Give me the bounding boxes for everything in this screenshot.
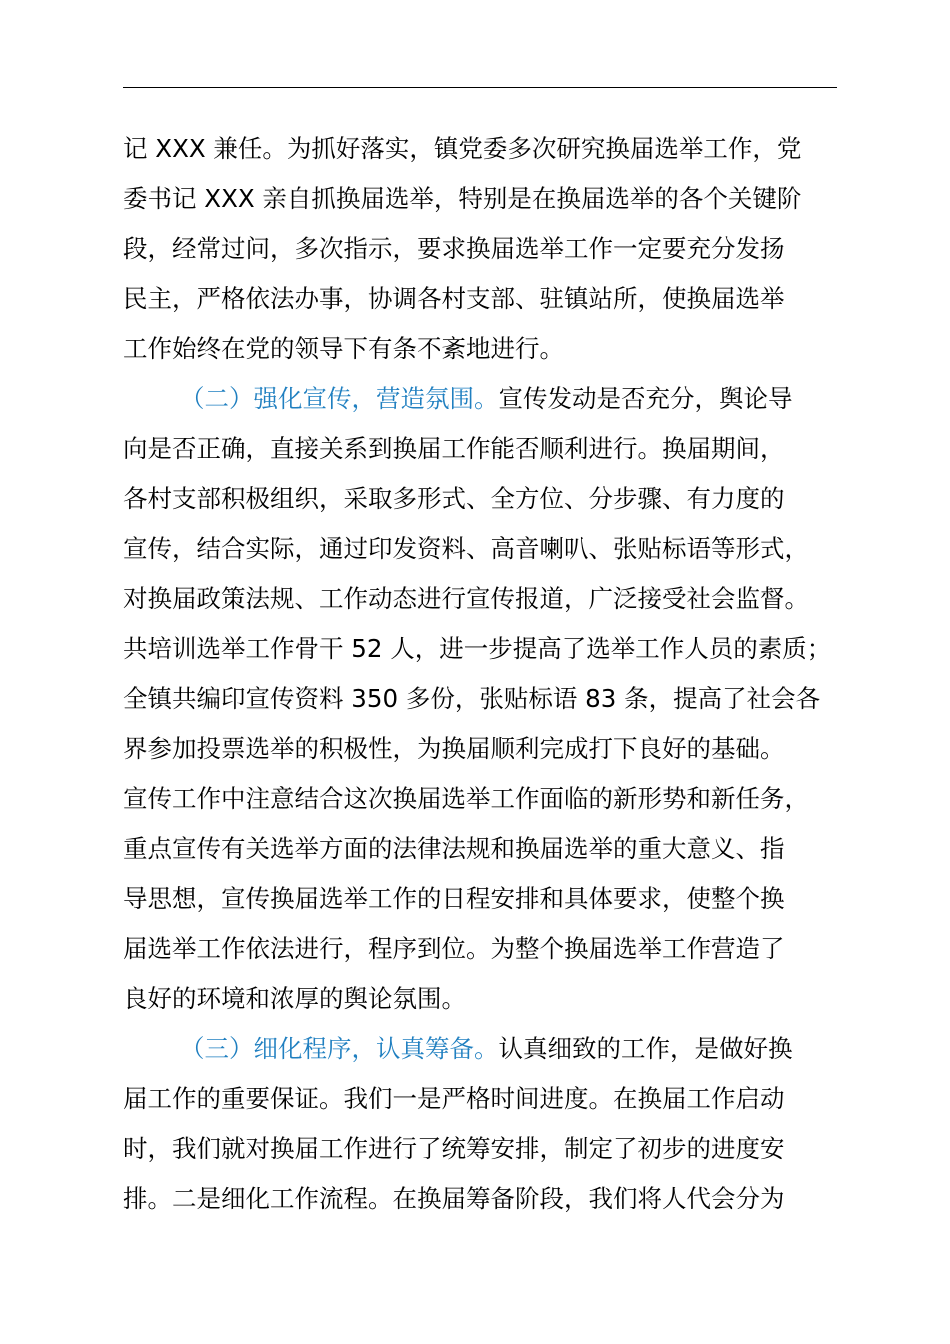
section-three-lead-text: 认真细致的工作，是做好换	[498, 1034, 793, 1063]
text-line: 宣传，结合实际，通过印发资料、高音喇叭、张贴标语等形式，	[123, 534, 809, 563]
text-line: 委书记 XXX 亲自抓换届选举，特别是在换届选举的各个关键阶	[123, 184, 802, 213]
text-line: 各村支部积极组织，采取多形式、全方位、分步骤、有力度的	[123, 484, 785, 513]
text-line: 排。二是细化工作流程。在换届筹备阶段，我们将人代会分为	[123, 1184, 785, 1213]
text-line: 良好的环境和浓厚的舆论氛围。	[123, 984, 466, 1013]
text-line: 重点宣传有关选举方面的法律法规和换届选举的重大意义、指	[123, 834, 785, 863]
text-line: 段，经常过问，多次指示，要求换届选举工作一定要充分发扬	[123, 234, 785, 263]
text-line: 民主，严格依法办事，协调各村支部、驻镇站所，使换届选举	[123, 284, 785, 313]
text-line: 向是否正确，直接关系到换届工作能否顺利进行。换届期间，	[123, 434, 785, 463]
section-two-first-line	[123, 374, 863, 424]
text-line: 界参加投票选举的积极性，为换届顺利完成打下良好的基础。	[123, 734, 785, 763]
text-line: 宣传工作中注意结合这次换届选举工作面临的新形势和新任务，	[123, 784, 809, 813]
section-two-lead-text: 宣传发动是否充分，舆论导	[498, 384, 793, 413]
text-line: 届选举工作依法进行，程序到位。为整个换届选举工作营造了	[123, 934, 785, 963]
body-text	[123, 124, 863, 1224]
header-rule	[123, 87, 837, 88]
section-heading-two: （二）强化宣传，营造氛围。	[180, 384, 499, 413]
text-line: 共培训选举工作骨干 52 人，进一步提高了选举工作人员的素质；	[123, 634, 832, 663]
text-line: 全镇共编印宣传资料 350 多份，张贴标语 83 条，提高了社会各	[123, 684, 821, 713]
text-line: 工作始终在党的领导下有条不紊地进行。	[123, 334, 564, 363]
section-three-first-line	[123, 1024, 863, 1074]
text-line: 记 XXX 兼任。为抓好落实，镇党委多次研究换届选举工作，党	[123, 134, 802, 163]
text-line: 对换届政策法规、工作动态进行宣传报道，广泛接受社会监督。	[123, 584, 809, 613]
text-line: 时，我们就对换届工作进行了统筹安排，制定了初步的进度安	[123, 1134, 785, 1163]
text-line: 届工作的重要保证。我们一是严格时间进度。在换届工作启动	[123, 1084, 785, 1113]
section-heading-three: （三）细化程序，认真筹备。	[180, 1034, 499, 1063]
text-line: 导思想，宣传换届选举工作的日程安排和具体要求，使整个换	[123, 884, 785, 913]
